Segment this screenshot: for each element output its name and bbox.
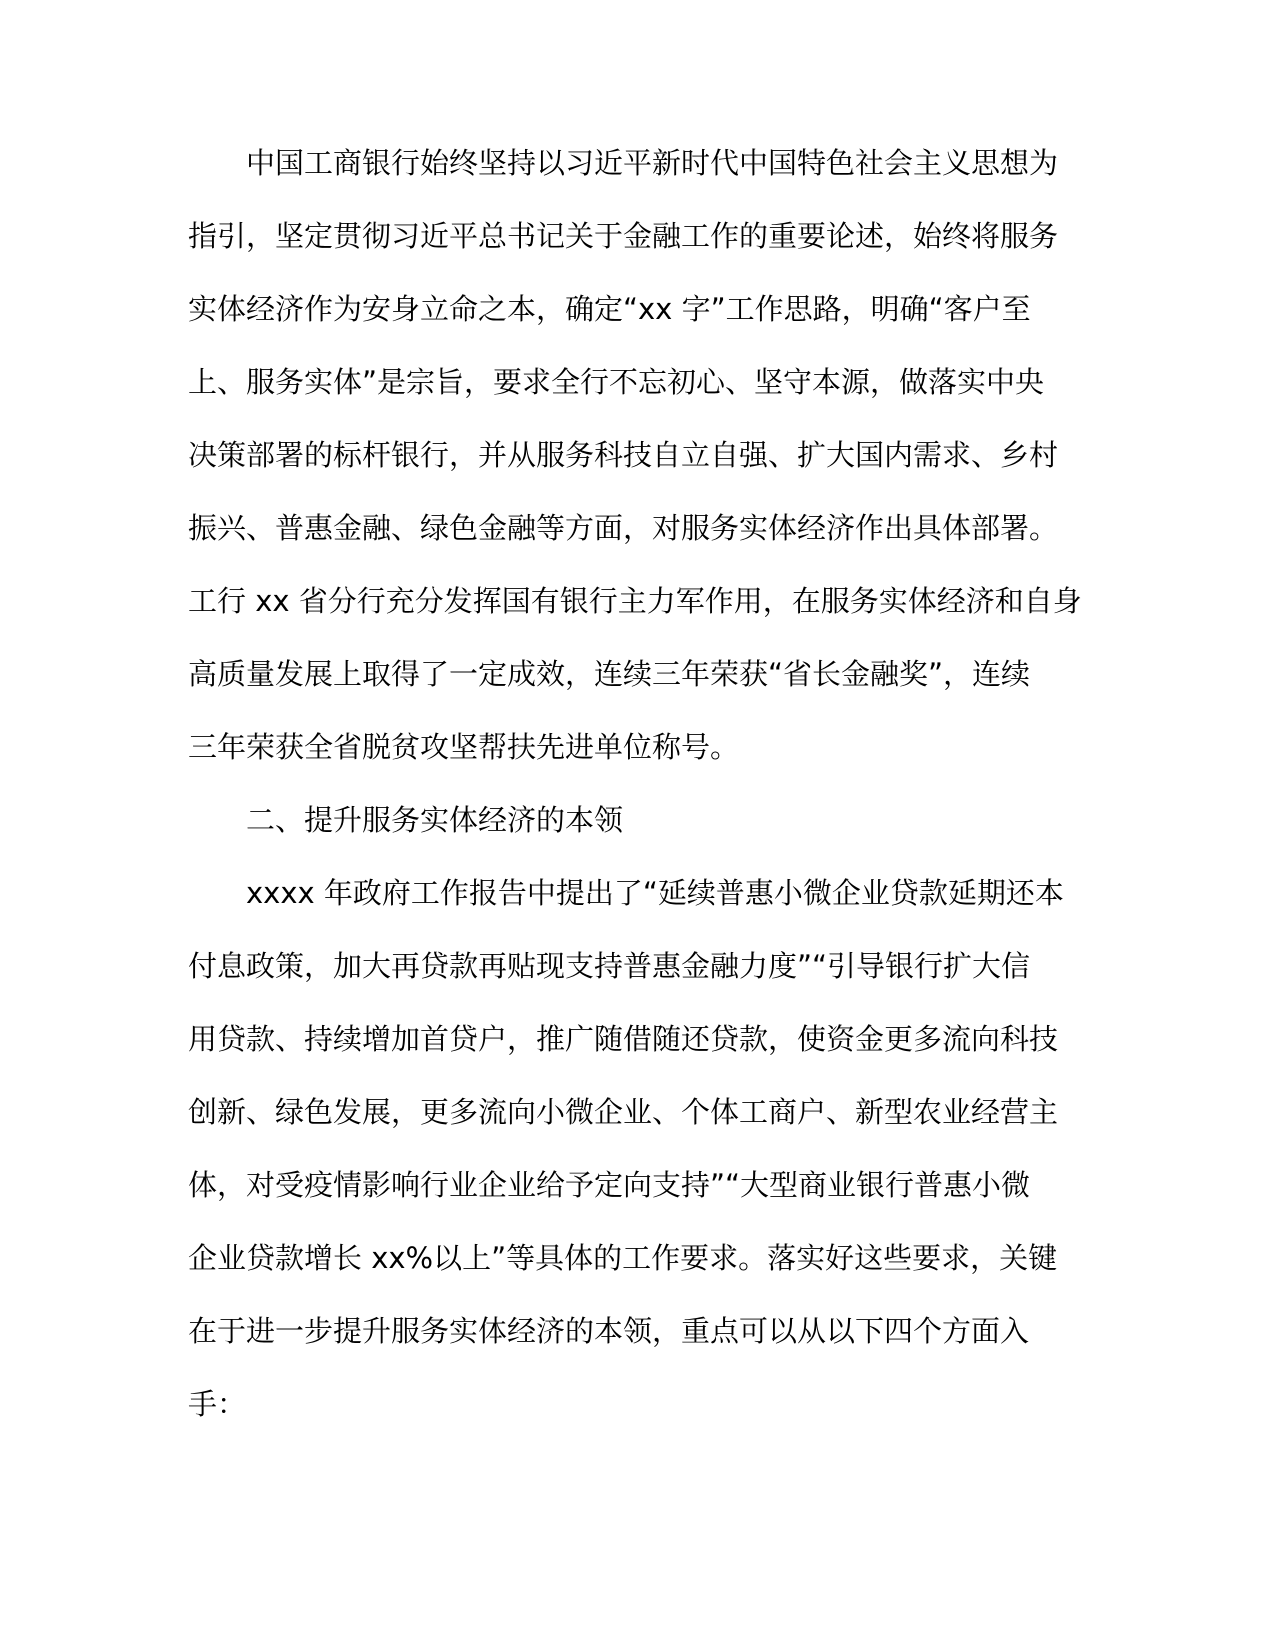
paragraph-1-line-3: 实体经济作为安身立命之本，确定“xx 字”工作思路，明确“客户至 xyxy=(188,292,1031,326)
paragraph-2-line-1: xxxx 年政府工作报告中提出了“延续普惠小微企业贷款延期还本 xyxy=(246,876,1064,910)
paragraph-1-line-6: 振兴、普惠金融、绿色金融等方面，对服务实体经济作出具体部署。 xyxy=(188,511,1059,545)
paragraph-1-line-8: 高质量发展上取得了一定成效，连续三年荣获“省长金融奖”，连续 xyxy=(188,657,1031,691)
paragraph-1-line-4: 上、服务实体”是宗旨，要求全行不忘初心、坚守本源，做落实中央 xyxy=(188,365,1045,399)
paragraph-2-line-7: 在于进一步提升服务实体经济的本领，重点可以从以下四个方面入 xyxy=(188,1314,1030,1348)
paragraph-1-line-9: 三年荣获全省脱贫攻坚帮扶先进单位称号。 xyxy=(188,730,740,764)
paragraph-2-line-4: 创新、绿色发展，更多流向小微企业、个体工商户、新型农业经营主 xyxy=(188,1095,1059,1129)
paragraph-2-line-6: 企业贷款增长 xx%以上”等具体的工作要求。落实好这些要求，关键 xyxy=(188,1241,1058,1275)
paragraph-2-line-8: 手： xyxy=(188,1387,247,1421)
paragraph-1-line-5: 决策部署的标杆银行，并从服务科技自立自强、扩大国内需求、乡村 xyxy=(188,438,1059,472)
paragraph-1-line-2: 指引，坚定贯彻习近平总书记关于金融工作的重要论述，始终将服务 xyxy=(188,219,1059,253)
paragraph-2-line-2: 付息政策，加大再贷款再贴现支持普惠金融力度”“引导银行扩大信 xyxy=(188,949,1031,983)
paragraph-2-line-5: 体，对受疫情影响行业企业给予定向支持”“大型商业银行普惠小微 xyxy=(188,1168,1031,1202)
paragraph-1-line-1: 中国工商银行始终坚持以习近平新时代中国特色社会主义思想为 xyxy=(246,146,1059,180)
paragraph-2-line-3: 用贷款、持续增加首贷户，推广随借随还贷款，使资金更多流向科技 xyxy=(188,1022,1059,1056)
section-heading: 二、提升服务实体经济的本领 xyxy=(246,803,624,837)
paragraph-1-line-7: 工行 xx 省分行充分发挥国有银行主力军作用，在服务实体经济和自身 xyxy=(188,584,1082,618)
